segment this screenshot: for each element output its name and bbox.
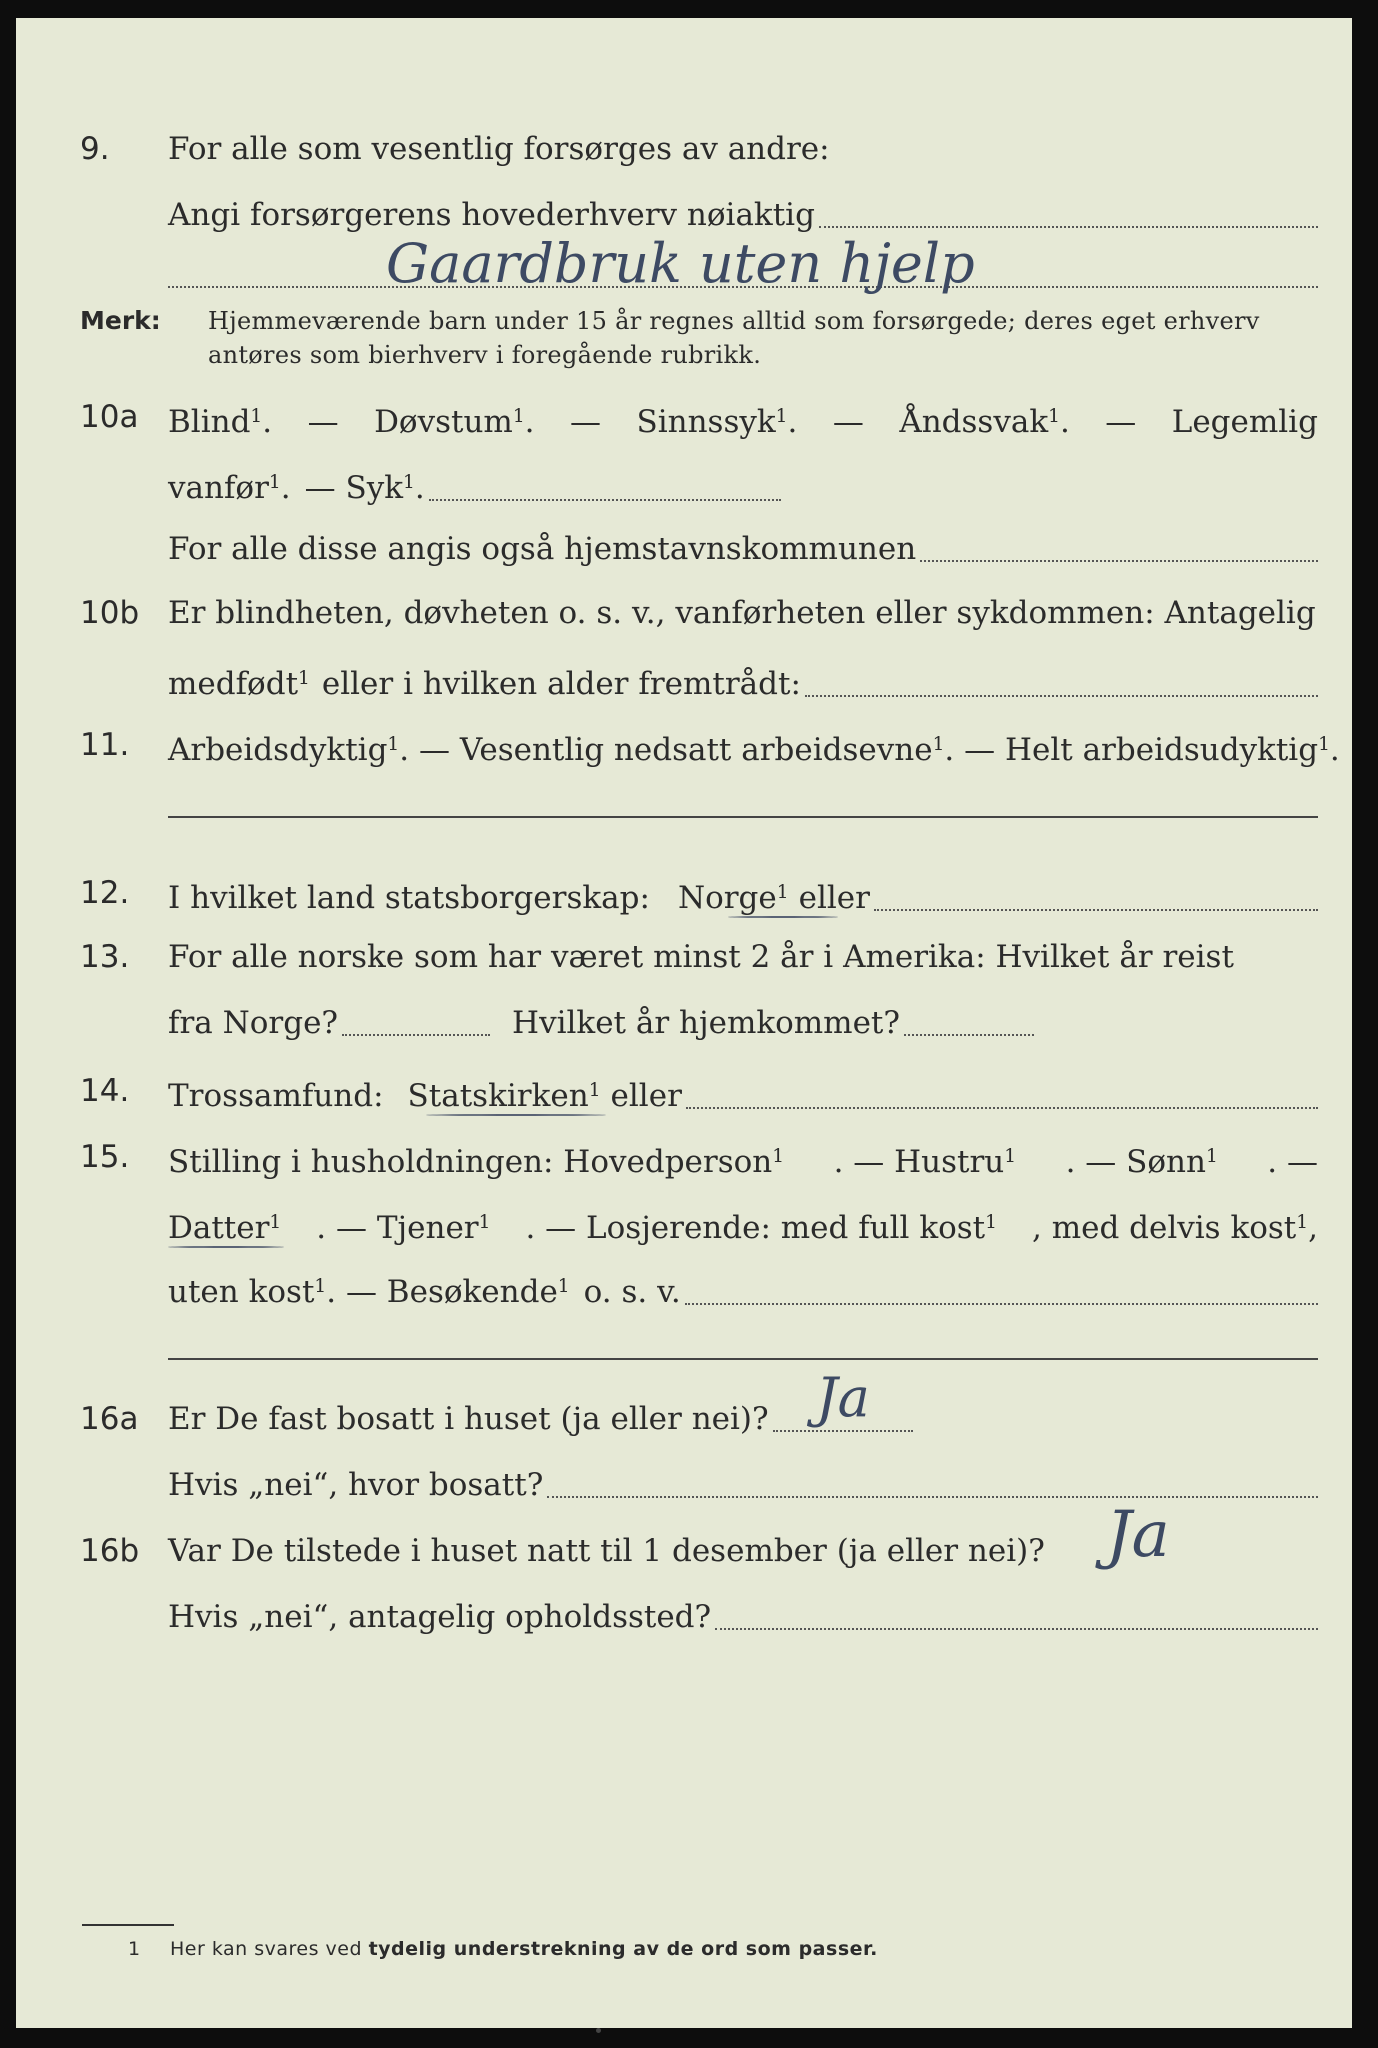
answer-line[interactable] — [874, 909, 1318, 911]
option-hustru[interactable]: . — Hustru$^1$ — [833, 1144, 1017, 1181]
question-15-line2 — [16, 1198, 1352, 1248]
option-tjener[interactable]: . — Tjener$^1$ — [316, 1210, 491, 1247]
option-arbeidsdyktig[interactable]: Arbeidsdyktig$^1$ — [168, 732, 400, 769]
answer-line[interactable] — [805, 695, 1318, 697]
answer-line[interactable] — [685, 1303, 1318, 1305]
question-number: 11. — [80, 727, 130, 763]
dash: — — [307, 404, 339, 441]
question-text: eller i hvilken alder fremtrådt: — [321, 666, 801, 703]
question-15 — [16, 1132, 1352, 1182]
question-number: 15. — [80, 1139, 130, 1175]
question-text: For alle norske som har været minst 2 år i Amerika: Hvilket år reist — [168, 939, 1234, 975]
answer-line[interactable] — [715, 1628, 1318, 1630]
form-page — [16, 18, 1352, 2028]
question-text: fra Norge? — [168, 1005, 339, 1041]
merk-label: Merk: — [80, 306, 161, 335]
question-number: 9. — [80, 131, 110, 167]
option-nedsatt[interactable]: . — Vesentlig nedsatt arbeidsevne$^1$ — [399, 732, 945, 769]
footnote-mark: 1 — [128, 1938, 141, 1960]
question-number: 10b — [80, 595, 140, 631]
question-text: o. s. v. — [583, 1274, 681, 1311]
question-text: Er De fast bosatt i huset (ja eller nei)? — [168, 1401, 769, 1437]
answer-line[interactable] — [547, 1496, 1318, 1498]
underline-mark — [168, 1246, 284, 1248]
option-blind[interactable]: Blind$^1$. — [168, 404, 273, 441]
answer-line[interactable] — [920, 560, 1318, 562]
footnote-rule — [82, 1924, 174, 1926]
option-syk[interactable]: — Syk$^1$. — [304, 470, 425, 507]
question-number: 10a — [80, 399, 139, 435]
question-10a-line2 — [16, 458, 1352, 508]
handwritten-answer: Ja — [816, 1366, 870, 1429]
answer-line[interactable] — [686, 1107, 1318, 1109]
question-15-line3 — [16, 1262, 1352, 1312]
underline-mark — [728, 916, 838, 918]
question-12 — [16, 868, 1352, 918]
question-text: Er blindheten, døvheten o. s. v., vanførheten eller sykdommen: Antagelig — [168, 595, 1316, 631]
option-udyktig[interactable]: . — Helt arbeidsudyktig$^1$. — [944, 732, 1340, 769]
option-andssvak[interactable]: Åndssvak$^1$. — [899, 404, 1070, 441]
option-sinnssyk[interactable]: Sinnssyk$^1$. — [636, 404, 798, 441]
answer-line[interactable] — [904, 1034, 1034, 1036]
option-medfodt[interactable]: medfødt$^1$ — [168, 666, 310, 703]
eller-text: eller — [610, 1078, 682, 1115]
dash: — — [570, 404, 601, 441]
question-11 — [16, 720, 1352, 770]
question-14 — [16, 1066, 1352, 1116]
option-delvis-kost[interactable]: , med delvis kost$^1$, — [1032, 1210, 1318, 1247]
question-10b — [16, 588, 1352, 638]
option-datter[interactable]: Datter$^1$ — [168, 1210, 282, 1247]
answer-line[interactable] — [342, 1034, 490, 1036]
option-uten-kost[interactable]: uten kost$^1$ — [168, 1274, 327, 1311]
merk-note — [16, 304, 1352, 380]
merk-text: Hjemmeværende barn under 15 år regnes alltid som forsørgede; deres eget erhverv antøres som bierhverv i foregående rubrikk. — [208, 307, 1260, 369]
question-text: Hvilket år hjemkommet? — [512, 1005, 901, 1041]
question-number: 16b — [80, 1533, 140, 1569]
question-text: Trossamfund: — [168, 1078, 384, 1115]
question-text: For alle disse angis også hjemstavnskommunen — [168, 531, 917, 567]
dash: — — [832, 404, 864, 441]
dash: — — [1105, 404, 1137, 441]
question-10b-line2 — [16, 654, 1352, 704]
option-full-kost[interactable]: . — Losjerende: med full kost$^1$ — [525, 1210, 997, 1247]
dot-mark — [596, 2028, 601, 2033]
question-text: Angi forsørgerens hovederhverv nøiaktig — [168, 197, 815, 233]
answer-line[interactable] — [819, 226, 1318, 228]
question-10a-line3 — [16, 524, 1352, 574]
question-text: I hvilket land statsborgerskap: — [168, 880, 650, 917]
question-text: Var De tilstede i huset natt til 1 desember (ja eller nei)? — [168, 1533, 1045, 1569]
handwritten-answer: Gaardbruk uten hjelp — [386, 232, 975, 295]
option-vanfor[interactable]: vanfør$^1$. — [168, 470, 291, 507]
underline-mark — [426, 1114, 606, 1116]
dash: . — — [1267, 1144, 1318, 1181]
option-besokende[interactable]: . — Besøkende$^1$ — [326, 1274, 570, 1311]
option-sonn[interactable]: . — Sønn$^1$ — [1065, 1144, 1218, 1181]
question-16a — [16, 1394, 1352, 1444]
question-number: 12. — [80, 875, 130, 911]
option-statskirken[interactable]: Statskirken$^1$ — [407, 1078, 601, 1115]
question-text: Hvis „nei“, hvor bosatt? — [168, 1467, 544, 1503]
handwritten-answer: Ja — [1106, 1498, 1170, 1572]
footnote-text: Her kan svares ved tydelig understrekning av de ord som passer. — [170, 1938, 878, 1960]
question-13 — [16, 932, 1352, 982]
question-text: For alle som vesentlig forsørges av andre: — [168, 131, 830, 167]
option-norge[interactable]: Norge$^1$ — [677, 880, 789, 917]
question-text: Hvis „nei“, antagelig opholdssted? — [168, 1599, 712, 1635]
question-number: 14. — [80, 1073, 130, 1109]
option-legemlig[interactable]: Legemlig — [1171, 404, 1318, 441]
answer-line[interactable] — [773, 1430, 913, 1432]
answer-line[interactable] — [168, 816, 1318, 818]
answer-line[interactable] — [168, 1358, 1318, 1360]
answer-line[interactable] — [429, 499, 781, 501]
option-hovedperson[interactable]: Stilling i husholdningen: Hovedperson$^1$ — [168, 1144, 785, 1181]
option-dovstum[interactable]: Døvstum$^1$. — [374, 404, 535, 441]
question-number: 16a — [80, 1401, 139, 1437]
question-16b-line2 — [16, 1592, 1352, 1642]
question-10a — [16, 392, 1352, 442]
question-9 — [16, 124, 1352, 174]
eller-text: eller — [798, 880, 870, 917]
question-number: 13. — [80, 939, 130, 975]
question-13-line2 — [16, 998, 1352, 1048]
